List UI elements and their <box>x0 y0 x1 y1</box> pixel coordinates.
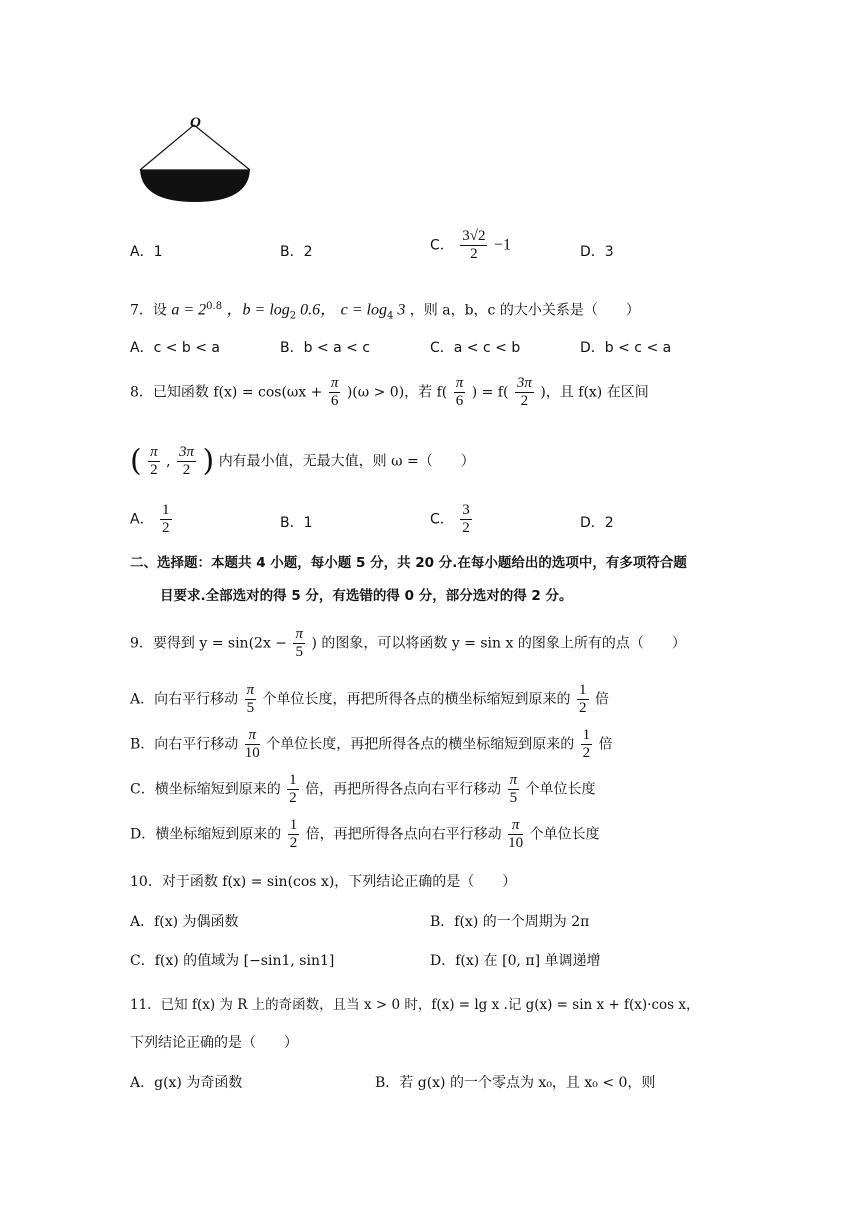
bowl-figure <box>130 110 260 210</box>
right-string <box>194 125 250 170</box>
q6-c-prefix: C． <box>430 237 454 254</box>
q7-option-d[interactable]: D．b < c < a <box>580 340 672 356</box>
q9-c-frac-half: $\frac{1}{2}$ <box>289 772 297 806</box>
q8-option-c[interactable]: C． $\frac{3}{2}$ <box>430 502 470 536</box>
q8-option-a[interactable]: A． $\frac{1}{2}$ <box>130 502 170 536</box>
q8-a-fraction: $\frac{1}{2}$ <box>162 502 170 536</box>
q6-c-suffix: −1 <box>493 236 511 254</box>
q9-d-frac-half: $\frac{1}{2}$ <box>289 817 298 851</box>
q8-frac-pi-2: $\frac{\pi}{2}$ <box>150 444 158 478</box>
q8-frac-3pi-2: $\frac{3\pi}{2}$ <box>516 375 532 409</box>
q7-option-c[interactable]: C．a < c < b <box>430 340 521 356</box>
q9-stem: 9．要得到 y = sin(2x − $\frac{\pi}{5}$ ) 的图象，可以将函数 y = sin x 的图象上所有的点（ ） <box>130 626 686 660</box>
section2-heading-line1: 二、选择题：本题共 4 小题，每小题 5 分，共 20 分.在每小题给出的选项中，有多项符合题 <box>130 555 687 571</box>
q9-c-frac-pi-5: $\frac{\pi}{5}$ <box>509 772 518 806</box>
q10-option-a[interactable]: A．f(x) 为偶函数 <box>130 914 239 930</box>
q6-option-a[interactable]: A．1 <box>130 244 163 260</box>
point-o-label: O <box>190 115 201 131</box>
q6-c-fraction: $\frac{3√2}{2}$ <box>462 228 486 262</box>
q8-frac-pi-6: $\frac{\pi}{6}$ <box>330 375 339 409</box>
q6-option-c[interactable] <box>430 228 511 263</box>
q8-frac-pi-6-b: $\frac{\pi}{6}$ <box>455 375 464 409</box>
q9-option-a[interactable]: A．向右平行移动 $\frac{\pi}{5}$ 个单位长度，再把所得各点的横坐标缩短到原来的 $\frac{1}{2}$ 倍 <box>130 682 609 716</box>
q11-option-b[interactable]: B．若 g(x) 的一个零点为 x₀，且 x₀ < 0，则 <box>375 1075 656 1091</box>
q8-c-fraction: $\frac{3}{2}$ <box>462 502 470 536</box>
q9-option-d[interactable]: D．横坐标缩短到原来的 $\frac{1}{2}$ 倍，再把所得各点向右平行移动 $\frac{\pi}{10}$ 个单位长度 <box>130 817 600 851</box>
q10-stem: 10．对于函数 f(x) = sin(cos x)，下列结论正确的是（ ） <box>130 874 517 890</box>
q10-option-d[interactable]: D．f(x) 在 [0, π] 单调递增 <box>430 953 601 969</box>
q9-option-b[interactable]: B．向右平行移动 $\frac{\pi}{10}$ 个单位长度，再把所得各点的横坐标缩短到原来的 $\frac{1}{2}$ 倍 <box>130 727 613 761</box>
q11-option-a[interactable]: A．g(x) 为奇函数 <box>130 1075 243 1091</box>
q8-frac-3pi-2-b: $\frac{3\pi}{2}$ <box>179 444 195 478</box>
left-string <box>140 125 194 170</box>
q8-stem-line1: 8．已知函数 f(x) = cos(ωx + $\frac{\pi}{6}$ )(ω > 0)，若 f( $\frac{\pi}{6}$ ) = f( $\frac{3\pi}{2}$ )，且 f(x) 在区间 <box>130 375 649 409</box>
q9-d-frac-pi-10: $\frac{\pi}{10}$ <box>508 817 524 851</box>
q11-stem-line2: 下列结论正确的是（ ） <box>130 1035 298 1051</box>
q9-frac-pi-5: $\frac{\pi}{5}$ <box>295 626 303 660</box>
q7-option-b[interactable]: B．b < a < c <box>280 340 371 356</box>
q9-a-frac-pi-5: $\frac{\pi}{5}$ <box>246 682 255 716</box>
q9-a-frac-half: $\frac{1}{2}$ <box>579 682 587 716</box>
q10-option-c[interactable]: C．f(x) 的值域为 [−sin1, sin1] <box>130 953 335 969</box>
q6-option-b[interactable]: B．2 <box>280 244 313 260</box>
q7-stem: 7．设 $a = 2^{0.8}$ ，$b = \log_2 0.6$， $c = \log_4 3$ ，则 a，b，c 的大小关系是（ ） <box>130 301 640 322</box>
q9-b-frac-pi-10: $\frac{\pi}{10}$ <box>244 727 260 761</box>
q11-stem-line1: 11．已知 f(x) 为 R 上的奇函数，且当 x > 0 时，f(x) = lg x .记 g(x) = sin x + f(x)·cos x， <box>130 997 700 1013</box>
q9-b-frac-half: $\frac{1}{2}$ <box>582 727 591 761</box>
q8-stem-line2: ( $\frac{\pi}{2}$ , $\frac{3\pi}{2}$ ) 内有最小值，无最大值，则 ω =（ ） <box>130 443 475 479</box>
q7-option-a[interactable]: A．c < b < a <box>130 340 221 356</box>
q10-option-b[interactable]: B．f(x) 的一个周期为 2π <box>430 914 590 930</box>
q8-option-b[interactable]: B．1 <box>280 515 313 531</box>
section2-heading-line2: 目要求.全部选对的得 5 分，有选错的得 0 分，部分选对的得 2 分。 <box>160 588 573 604</box>
q9-option-c[interactable]: C．横坐标缩短到原来的 $\frac{1}{2}$ 倍，再把所得各点向右平行移动 $\frac{\pi}{5}$ 个单位长度 <box>130 772 596 806</box>
q8-option-d[interactable]: D．2 <box>580 515 614 531</box>
q6-option-d[interactable]: D．3 <box>580 244 614 260</box>
bowl-body <box>140 170 250 202</box>
